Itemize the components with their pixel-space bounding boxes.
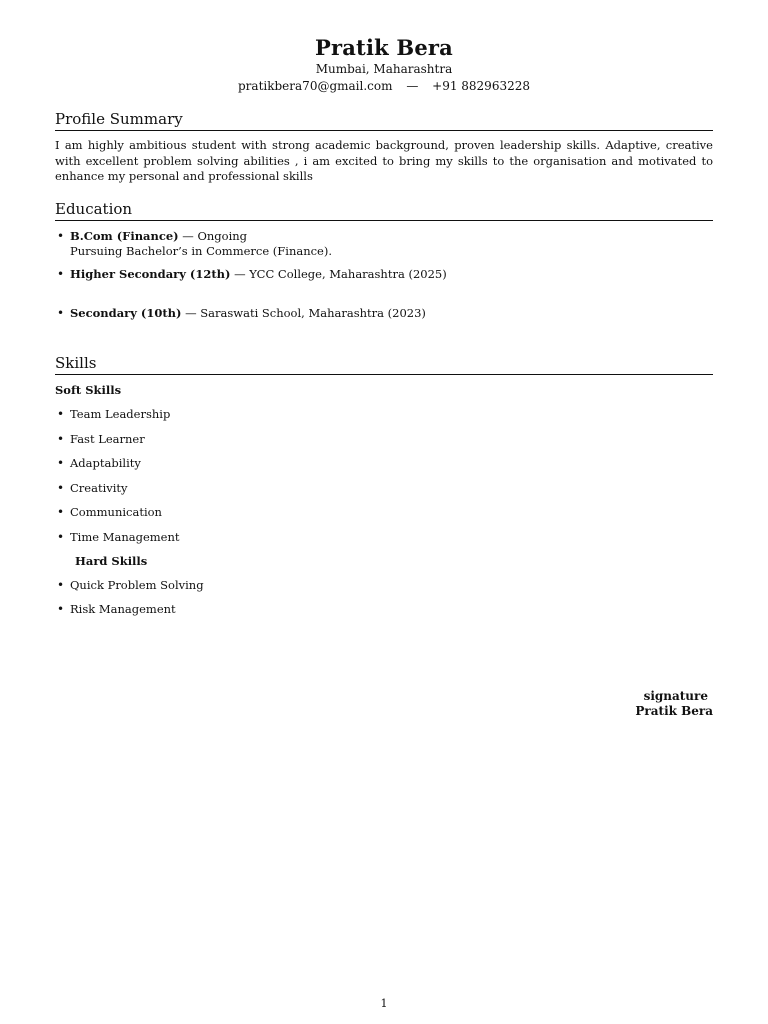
education-detail: Saraswati School, Maharashtra (2023): [200, 306, 426, 320]
education-detail: Ongoing: [197, 229, 248, 243]
email-text: pratikbera70@gmail.com: [238, 79, 393, 93]
education-dash: —: [230, 267, 250, 281]
profile-summary-title: Profile Summary: [55, 110, 713, 131]
education-dash: —: [178, 229, 198, 243]
skills-section: [55, 354, 713, 617]
skill-item: • Fast Learner: [55, 432, 713, 447]
education-degree: Secondary (10th): [70, 306, 182, 320]
skill-item: • Risk Management: [55, 602, 713, 617]
contact-separator: —: [406, 79, 419, 93]
candidate-name: Pratik Bera: [315, 35, 453, 60]
signature-block: [635, 689, 713, 719]
contact-line: [55, 78, 713, 95]
resume-page: [55, 0, 713, 1024]
education-item: [55, 306, 713, 321]
soft-skills-heading: Soft Skills: [55, 383, 122, 397]
education-section: [55, 200, 713, 321]
skill-item: • Creativity: [55, 481, 713, 496]
page-number: 1: [380, 997, 388, 1010]
skill-item: • Communication: [55, 505, 713, 520]
education-title: Education: [55, 200, 713, 221]
profile-summary-text: I am highly ambitious student with strong academic background, proven leadership skills. Adaptive, creative with excellent problem solving abilities , i am excited to bring my skills to the organisation and motivated to enhance my personal and professional skills: [55, 138, 713, 183]
candidate-location: Mumbai, Maharashtra: [315, 62, 453, 76]
education-degree: Higher Secondary (12th): [70, 267, 231, 281]
education-item: [55, 229, 713, 259]
phone-text: +91 882963228: [432, 79, 530, 93]
skill-item: • Adaptability: [55, 456, 713, 471]
education-degree: B.Com (Finance): [70, 229, 179, 243]
education-detail: YCC College, Maharashtra (2025): [249, 267, 447, 281]
soft-skills-list: [55, 407, 713, 545]
resume-header: [55, 35, 713, 95]
skill-item: • Team Leadership: [55, 407, 713, 422]
hard-skills-list: [55, 578, 713, 618]
education-list: [55, 229, 713, 321]
hard-skills-heading: Hard Skills: [75, 553, 148, 568]
education-subtext: Pursuing Bachelor’s in Commerce (Finance).: [70, 244, 333, 258]
skills-title: Skills: [55, 354, 713, 375]
signature-name: Pratik Bera: [635, 704, 713, 718]
education-dash: —: [181, 306, 201, 320]
skill-item: • Time Management: [55, 530, 713, 545]
profile-summary-section: [55, 110, 713, 185]
education-item: [55, 267, 713, 282]
skill-item: • Quick Problem Solving: [55, 578, 713, 593]
signature-label: signature: [643, 689, 708, 703]
